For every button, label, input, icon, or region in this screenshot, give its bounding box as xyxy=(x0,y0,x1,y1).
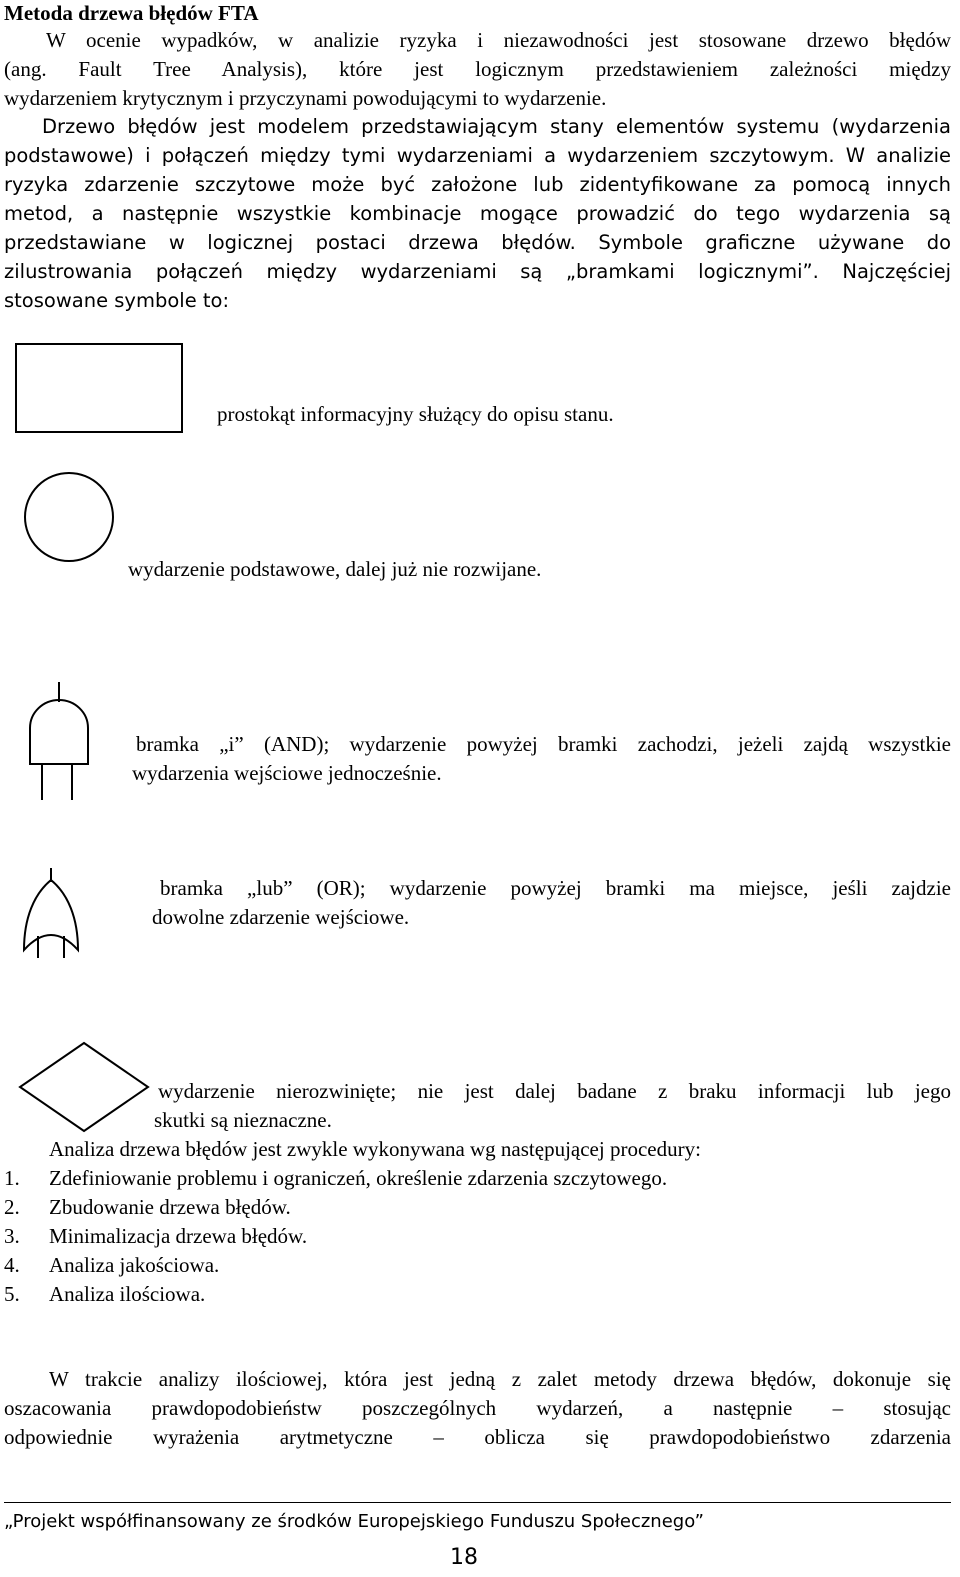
or-gate-description-line-2: dowolne zdarzenie wejściowe. xyxy=(152,905,410,929)
rectangle-symbol-description: prostokąt informacyjny służący do opisu stanu. xyxy=(217,402,614,426)
circle-symbol-description: wydarzenie podstawowe, dalej już nie rozwijane. xyxy=(128,557,542,581)
intro-p1-line-1: W ocenie wypadków, w analizie ryzyka i niezawodności jest stosowane drzewo błędów xyxy=(46,28,951,52)
intro-p2-line-3: ryzyka zdarzenie szczytowe może być założone lub zidentyfikowane za pomocą innych xyxy=(4,173,951,196)
or-gate-icon xyxy=(20,868,82,960)
procedure-intro: Analiza drzewa błędów jest zwykle wykonywana wg następującej procedury: xyxy=(49,1137,701,1161)
step-number: 2. xyxy=(4,1195,20,1219)
intro-p1-line-3: wydarzeniem krytycznym i przyczynami powodującymi to wydarzenie. xyxy=(4,86,607,110)
diamond-description-line-1: wydarzenie nierozwinięte; nie jest dalej badane z braku informacji lub jego xyxy=(158,1079,951,1103)
closing-line-2: oszacowania prawdopodobieństw poszczególnych wydarzeń, a następnie – stosując xyxy=(4,1396,951,1420)
rectangle-symbol-icon xyxy=(14,342,186,436)
step-text: Minimalizacja drzewa błędów. xyxy=(49,1224,308,1248)
step-text: Zdefiniowanie problemu i ograniczeń, określenie zdarzenia szczytowego. xyxy=(49,1166,668,1190)
intro-p1-line-2: (ang. Fault Tree Analysis), które jest logicznym przedstawieniem zależności między xyxy=(4,57,951,81)
or-gate-description-line-1: bramka „lub” (OR); wydarzenie powyżej bramki ma miejsce, jeśli zajdzie xyxy=(160,876,951,900)
step-number: 1. xyxy=(4,1166,20,1190)
intro-p2-line-6: zilustrowania połączeń między wydarzeniami są „bramkami logicznymi”. Najczęściej xyxy=(4,260,951,283)
circle-symbol-icon xyxy=(22,470,116,564)
list-item xyxy=(4,1193,667,1222)
diamond-description-line-2: skutki są nieznaczne. xyxy=(154,1108,332,1132)
page-title: Metoda drzewa błędów FTA xyxy=(4,1,259,25)
step-text: Analiza ilościowa. xyxy=(49,1282,206,1306)
and-gate-icon xyxy=(22,682,92,804)
intro-p2-line-4: metod, a następnie wszystkie kombinacje mogące prowadzić do tego wydarzenia są xyxy=(4,202,951,225)
step-text: Zbudowanie drzewa błędów. xyxy=(49,1195,291,1219)
procedure-steps-list xyxy=(4,1164,667,1309)
list-item xyxy=(4,1222,667,1251)
page-number: 18 xyxy=(450,1545,478,1570)
closing-line-3: odpowiednie wyrażenia arytmetyczne – oblicza się prawdopodobieństwo zdarzenia xyxy=(4,1425,951,1449)
step-text: Analiza jakościowa. xyxy=(49,1253,220,1277)
intro-p2-line-1: Drzewo błędów jest modelem przedstawiającym stany elementów systemu (wydarzenia xyxy=(42,115,951,138)
diamond-symbol-icon xyxy=(16,1040,152,1134)
list-item xyxy=(4,1251,667,1280)
intro-p2-line-2: podstawowe) i połączeń między tymi wydarzeniami a wydarzeniem szczytowym. W analizie xyxy=(4,144,951,167)
step-number: 4. xyxy=(4,1253,20,1277)
step-number: 3. xyxy=(4,1224,20,1248)
and-gate-description-line-1: bramka „i” (AND); wydarzenie powyżej bramki zachodzi, jeżeli zajdą wszystkie xyxy=(136,732,951,756)
and-gate-description-line-2: wydarzenia wejściowe jednocześnie. xyxy=(132,761,442,785)
list-item xyxy=(4,1280,667,1309)
step-number: 5. xyxy=(4,1282,20,1306)
intro-p2-line-7: stosowane symbole to: xyxy=(4,289,230,312)
list-item xyxy=(4,1164,667,1193)
intro-p2-line-5: przedstawiane w logicznej postaci drzewa błędów. Symbole graficzne używane do xyxy=(4,231,951,254)
footer-text: „Projekt współfinansowany ze środków Europejskiego Funduszu Społecznego” xyxy=(4,1511,704,1532)
footer-divider xyxy=(4,1502,951,1503)
closing-line-1: W trakcie analizy ilościowej, która jest jedną z zalet metody drzewa błędów, dokonuje się xyxy=(49,1367,951,1391)
